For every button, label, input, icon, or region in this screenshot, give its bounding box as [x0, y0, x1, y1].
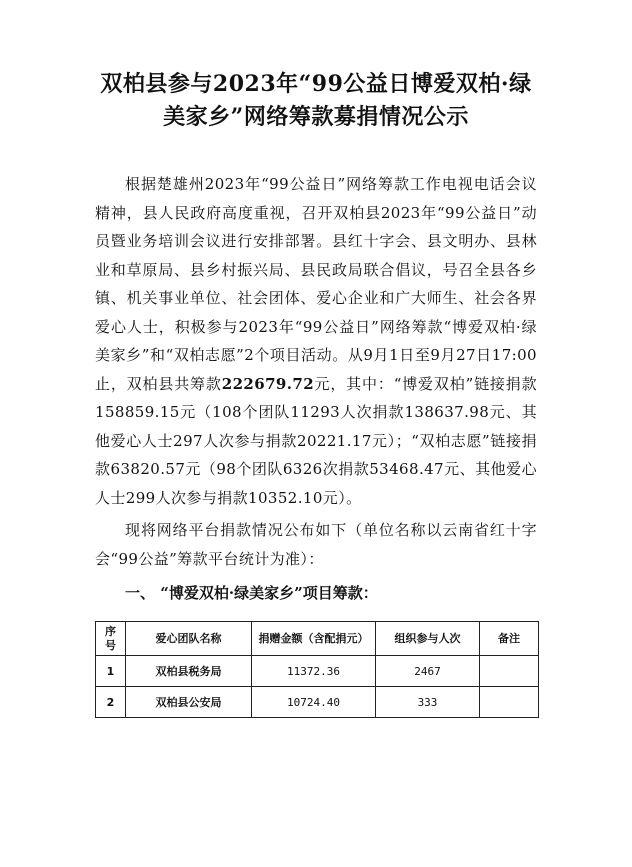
cell-team-name: 双柏县公安局 [126, 687, 252, 718]
intro-text-before: 根据楚雄州2023年“99公益日”网络筹款工作电视电话会议精神，县人民政府高度重视，召开双柏县2023年“99公益日”动员暨业务培训会议进行安排部署。县红十字会、县文明办、县林业和草原局、县乡村振兴局、县民政局联合倡议，号召全县各乡镇、机关事业单位、社会团体、爱心企业和广大师生、社会各界爱心人士，积极参与2023年“99公益日”网络筹款“博爱双柏·绿美家乡”和“双柏志愿”2个项目活动。从9月1日至9月27日17:00止，双柏县共筹款 [95, 175, 537, 393]
cell-amount: 10724.40 [252, 687, 376, 718]
cell-index: 1 [96, 656, 126, 687]
cell-amount: 11372.36 [252, 656, 376, 687]
donation-table [95, 621, 539, 718]
header-team-name: 爱心团队名称 [126, 622, 252, 656]
announcement-paragraph: 现将网络平台捐款情况公布如下（单位名称以云南省红十字会“99公益”筹款平台统计为准）： [95, 521, 537, 568]
total-amount: 222679.72 [221, 374, 315, 393]
cell-participants: 2467 [376, 656, 480, 687]
cell-team-name: 双柏县税务局 [126, 656, 252, 687]
document-title: 双柏县参与2023年“99公益日博爱双柏·绿美家乡”网络筹款募捐情况公示 [100, 71, 532, 130]
table-header-row [96, 622, 539, 656]
header-amount: 捐赠金额（含配捐元） [252, 622, 376, 656]
cell-remarks [480, 687, 539, 718]
header-index: 序号 [96, 622, 126, 656]
cell-remarks [480, 656, 539, 687]
table-row [96, 687, 539, 718]
intro-text-after: 元，其中：“博爱双柏”链接捐款158859.15元（108个团队11293人次捐款138637.98元、其他爱心人士297人次参与捐款20221.17元）；“双柏志愿”链接捐款63820.57元（98个团队6326次捐款53468.47元、其他爱心人士299人次参与捐款10352.10元）。 [95, 374, 538, 507]
section-heading: 一、 “博爱双柏·绿美家乡”项目筹款： [125, 584, 378, 602]
cell-index: 2 [96, 687, 126, 718]
header-remarks: 备注 [480, 622, 539, 656]
header-participants: 组织参与人次 [376, 622, 480, 656]
intro-paragraph [95, 170, 537, 512]
cell-participants: 333 [376, 687, 480, 718]
table-row [96, 656, 539, 687]
